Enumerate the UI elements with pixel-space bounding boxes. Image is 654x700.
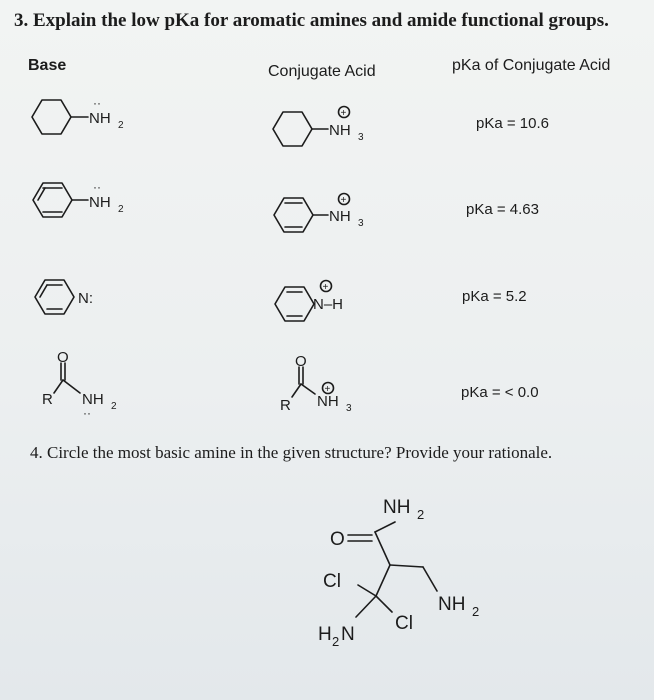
label-nh3-row2: NH: [329, 208, 351, 225]
benzene-ring-base: [33, 183, 88, 217]
label-nh2-row4: NH: [82, 391, 104, 408]
pka-row-1: pKa = 10.6: [476, 115, 549, 132]
plus-sign-row2: +: [340, 195, 347, 206]
header-base: Base: [28, 57, 67, 74]
pka-row-2: pKa = 4.63: [466, 201, 539, 218]
question-3-title: 3. Explain the low pKa for aromatic amines and amide functional groups.: [14, 10, 609, 31]
amide-base: [54, 363, 80, 393]
cyclohexane-ring-base: [32, 100, 88, 134]
q4-label-cl-left: Cl: [323, 571, 341, 592]
label-nh2-sub-row2: 2: [118, 204, 124, 215]
label-nh2-sub-row4: 2: [111, 401, 117, 412]
plus-sign-row1: +: [340, 108, 347, 119]
pka-row-4: pKa = < 0.0: [461, 384, 539, 401]
label-nh3-sub-row1: 3: [358, 132, 364, 143]
q4-label-o: O: [330, 529, 345, 550]
question-4-skeleton: [348, 522, 437, 617]
q4-label-nh2-right-sub: 2: [472, 604, 480, 619]
q4-label-nh2-top: NH: [383, 497, 411, 518]
label-nh2-row1: NH: [89, 110, 111, 127]
label-n-lone-pair: N:: [78, 290, 93, 307]
plus-sign-row3: +: [322, 282, 329, 293]
cyclohexane-ring-acid: [273, 112, 328, 146]
label-r-acid: R: [280, 397, 291, 414]
header-pka: pKa of Conjugate Acid: [452, 57, 611, 74]
label-nh3-sub-row2: 3: [358, 218, 364, 229]
lone-pair-row2: ··: [93, 180, 101, 194]
label-nh3-sub-row4: 3: [346, 403, 352, 414]
q4-label-nh2-right: NH: [438, 594, 466, 615]
lone-pair-row1: ··: [93, 96, 101, 110]
question-4-title: 4. Circle the most basic amine in the given structure? Provide your rationale.: [30, 443, 553, 462]
benzene-ring-acid: [274, 198, 328, 232]
label-nh3-row1: NH: [329, 122, 351, 139]
label-nh2-row2: NH: [89, 194, 111, 211]
amide-acid: [292, 367, 315, 397]
label-r-base: R: [42, 391, 53, 408]
plus-sign-row4: +: [324, 384, 331, 395]
pyridine-ring-base: [35, 280, 74, 314]
label-nh2-sub-row1: 2: [118, 120, 124, 131]
pka-row-3: pKa = 5.2: [462, 288, 527, 305]
q4-label-nh2-top-sub: 2: [417, 507, 425, 522]
pyridine-ring-acid: [275, 287, 314, 321]
q4-label-cl-right: Cl: [395, 613, 413, 634]
label-n-h: N–H: [313, 296, 344, 313]
q4-label-h2n-n: N: [341, 624, 355, 645]
lone-pair-row4: ··: [83, 406, 91, 420]
label-o-base: O: [57, 349, 69, 366]
label-nh3-row4: NH: [317, 393, 339, 410]
header-conjugate-acid: Conjugate Acid: [268, 63, 376, 80]
q4-label-h2n-sub: 2: [332, 634, 340, 649]
q4-label-h2n-h: H: [318, 624, 332, 645]
label-o-acid: O: [295, 353, 307, 370]
